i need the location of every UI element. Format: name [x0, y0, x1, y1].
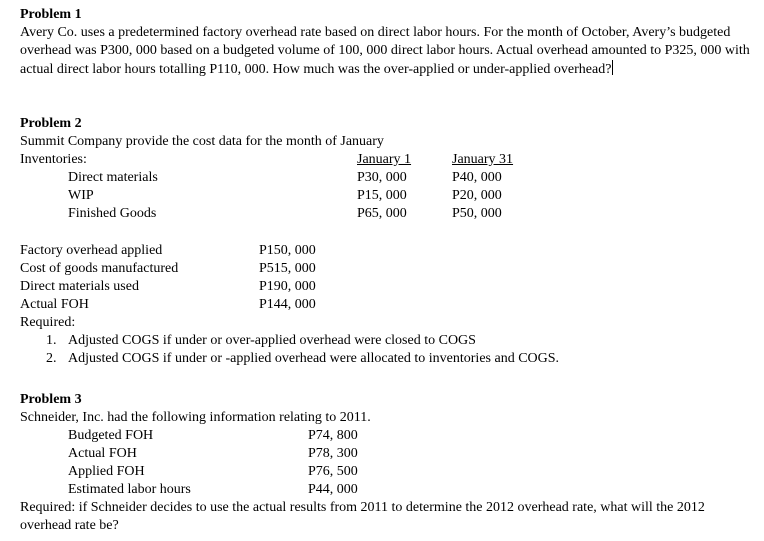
problem2-title: Problem 2 — [20, 116, 82, 131]
cost-row-label: Cost of goods manufactured — [20, 261, 179, 276]
problem2-required-label: Required: — [20, 315, 76, 330]
foh-row-value: P44, 000 — [308, 482, 358, 497]
inventory-row-label: Finished Goods — [68, 206, 157, 221]
foh-row-label: Applied FOH — [68, 464, 145, 479]
cost-row-label: Factory overhead applied — [20, 243, 163, 258]
requirement-text: Adjusted COGS if under or over-applied overhead were closed to COGS — [68, 333, 476, 348]
inventory-row-label: Direct materials — [68, 170, 158, 185]
inventory-row-jan1: P15, 000 — [357, 188, 407, 203]
cost-row-value: P150, 000 — [259, 243, 316, 258]
foh-row-value: P76, 500 — [308, 464, 358, 479]
problem1-text — [20, 24, 750, 79]
requirement-number: 2. — [46, 351, 57, 366]
foh-row-value: P78, 300 — [308, 446, 358, 461]
cost-row-value: P515, 000 — [259, 261, 316, 276]
inventory-row-jan1: P30, 000 — [357, 170, 407, 185]
problem3-required: Required: if Schneider decides to use the actual results from 2011 to determine the 2012 overhead rate, what will the 2012 overhead rate be? — [20, 500, 705, 533]
inventory-row-jan31: P40, 000 — [452, 170, 502, 185]
foh-row-label: Budgeted FOH — [68, 428, 154, 443]
problem3-title: Problem 3 — [20, 392, 82, 407]
requirement-text: Adjusted COGS if under or -applied overhead were allocated to inventories and COGS. — [68, 351, 560, 366]
inventory-row-jan31: P50, 000 — [452, 206, 502, 221]
problem3-intro: Schneider, Inc. had the following information relating to 2011. — [20, 410, 371, 425]
requirement-number: 1. — [46, 333, 57, 348]
problem1-text-content: Avery Co. uses a predetermined factory overhead rate based on direct labor hours. For the month of October, Avery’s budgeted overhead was P300, 000 based on a budgeted volume of 100, 000 direct labor hours. Actual overhead amounted to P325, 000 with actual direct labor hours totalling P110, 000. How much was the over-applied or under-applied overhead? — [20, 25, 750, 77]
inventory-row-jan31: P20, 000 — [452, 188, 502, 203]
foh-row-label: Estimated labor hours — [68, 482, 191, 497]
inventories-label: Inventories: — [20, 152, 87, 167]
problem2-intro: Summit Company provide the cost data for the month of January — [20, 134, 384, 149]
cost-row-value: P144, 000 — [259, 297, 316, 312]
cost-row-label: Actual FOH — [20, 297, 89, 312]
cost-row-value: P190, 000 — [259, 279, 316, 294]
foh-row-value: P74, 800 — [308, 428, 358, 443]
inventory-row-label: WIP — [68, 188, 94, 203]
inventory-row-jan1: P65, 000 — [357, 206, 407, 221]
cost-row-label: Direct materials used — [20, 279, 139, 294]
col-header-jan31: January 31 — [452, 152, 514, 167]
foh-row-label: Actual FOH — [68, 446, 137, 461]
problem1-title: Problem 1 — [20, 7, 82, 22]
text-cursor — [612, 60, 613, 75]
col-header-jan1: January 1 — [357, 152, 412, 167]
